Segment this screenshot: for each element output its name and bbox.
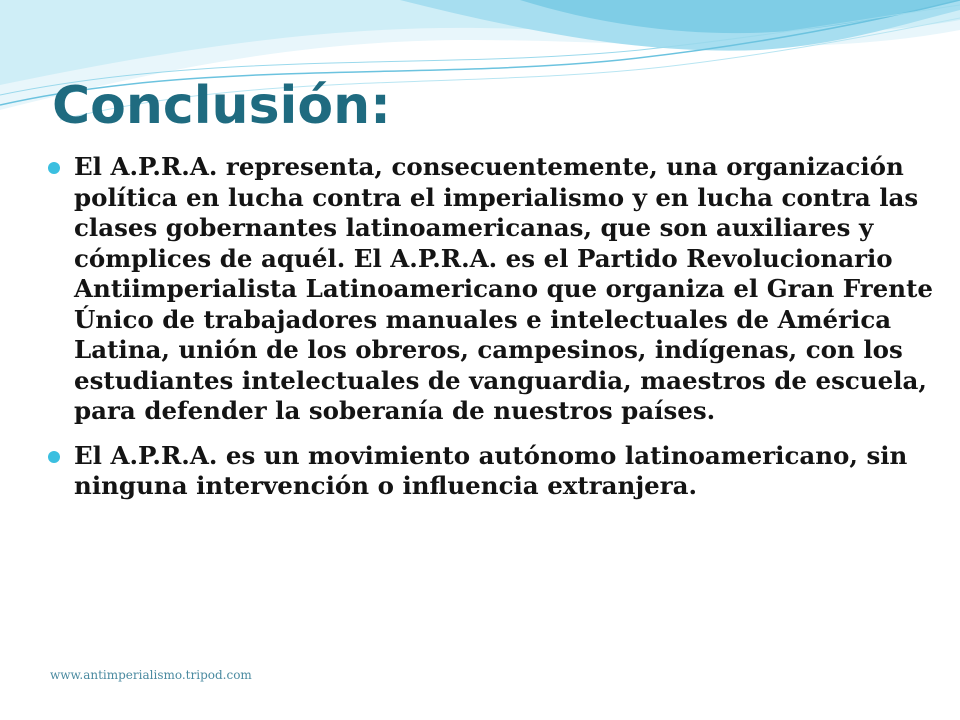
- bullet-marker-icon: [48, 451, 60, 463]
- bullet-item: [74, 441, 934, 502]
- bullet-text: El A.P.R.A. es un movimiento autónomo latinoamericano, sin ninguna intervención o influencia extranjera.: [74, 440, 908, 500]
- slide-title: Conclusión:: [52, 76, 391, 136]
- footer-url: www.antimperialismo.tripod.com: [50, 668, 252, 682]
- bullet-text: El A.P.R.A. representa, consecuentemente, una organización política en lucha contra el imperialismo y en lucha contra las clases gobernantes latinoamericanas, que son auxiliares y cómplices de aquél. El A.P.R.A. es el Partido Revolucionario Antiimperialista Latinoamericano que organiza el Gran Frente Único de trabajadores manuales e intelectuales de América Latina, unión de los obreros, campesinos, indígenas, con los estudiantes intelectuales de vanguardia, maestros de escuela, para defender la soberanía de nuestros países.: [74, 152, 933, 425]
- bullet-item: [74, 152, 934, 427]
- bullet-marker-icon: [48, 162, 60, 174]
- bullet-list: [74, 152, 934, 516]
